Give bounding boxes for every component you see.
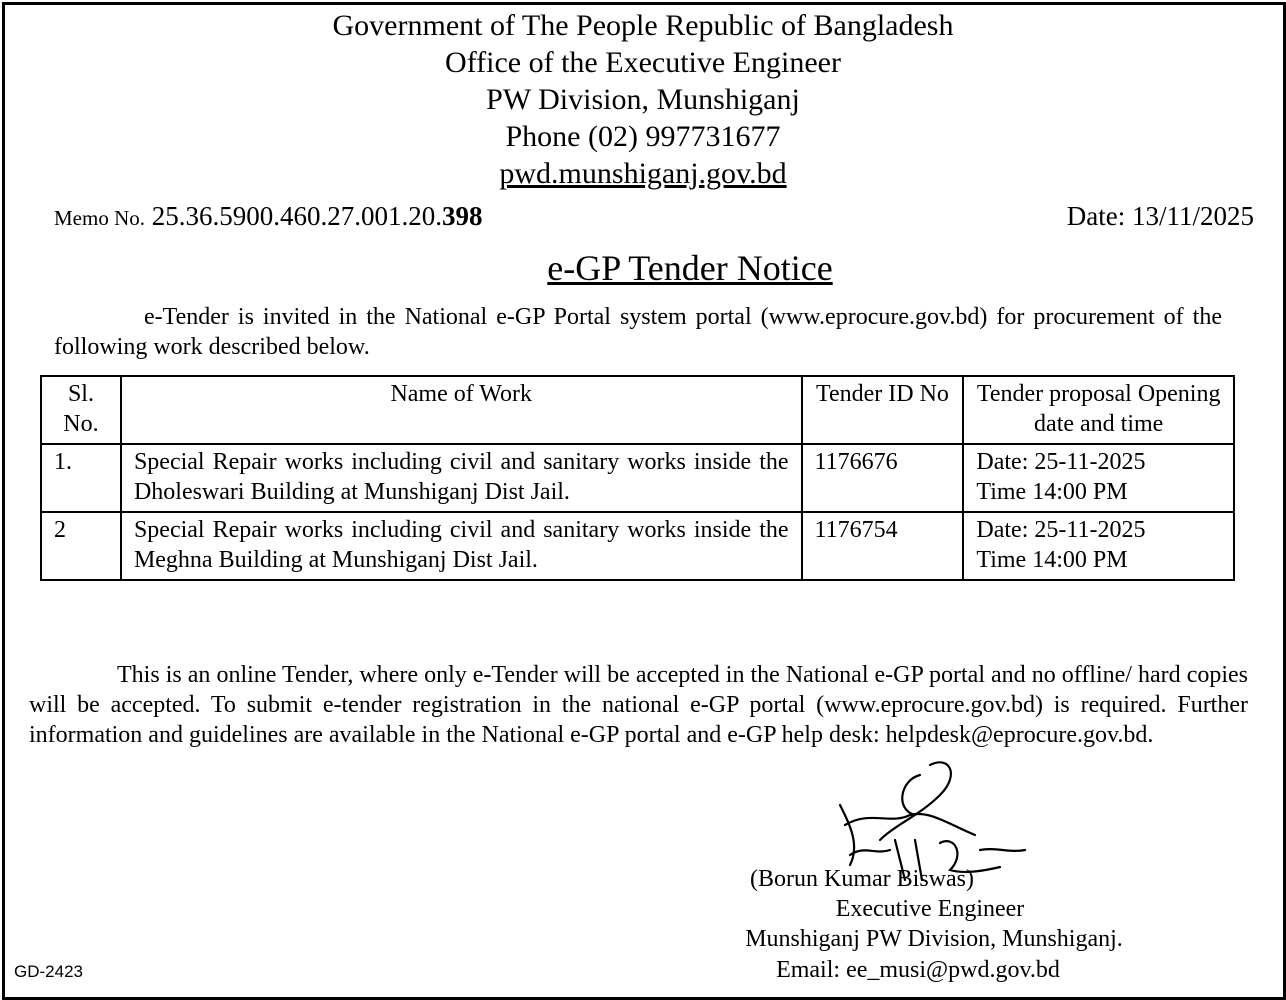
closing-paragraph: This is an online Tender, where only e-Tender will be accepted in the National e-GP portal and no offline/ hard copies will be accepted. To submit e-tender registration in the national e-GP portal (www.eprocure.gov.bd) is required. Further information and guidelines are available in the National e-GP portal and e-GP help desk: helpdesk@eprocure.gov.bd. [29, 662, 1248, 748]
row-sl: 1. [41, 444, 121, 512]
memo-number-prefix: 25.36.5900.460.27.001.20. [151, 201, 442, 231]
signatory-office: Munshiganj PW Division, Munshiganj. [745, 926, 1123, 952]
header-office: Office of the Executive Engineer [445, 46, 841, 79]
row-opening-date: Date: 25-11-2025 [976, 517, 1146, 543]
table-header-row [41, 376, 1234, 444]
memo-number-suffix: 398 [442, 201, 483, 231]
memo-date: Date: 13/11/2025 [1066, 201, 1254, 231]
header-name-of-work: Name of Work [121, 376, 802, 444]
header-opening: Tender proposal Opening date and time [963, 376, 1234, 444]
row-tender-id: 1176754 [802, 512, 964, 580]
row-opening-date: Date: 25-11-2025 [976, 449, 1146, 475]
row-opening-time: Time 14:00 PM [976, 547, 1128, 573]
header-government: Government of The People Republic of Bangladesh [332, 9, 954, 42]
row-name-of-work: Special Repair works including civil and sanitary works inside the Dholeswari Building at Munshiganj Dist Jail. [121, 444, 802, 512]
intro-paragraph: e-Tender is invited in the National e-GP Portal system portal (www.eprocure.gov.bd) for procurement of the following work described below. [54, 304, 1222, 360]
row-opening [963, 512, 1234, 580]
signatory-name: (Borun Kumar Biswas) [750, 866, 974, 892]
header-phone: Phone (02) 997731677 [505, 120, 781, 153]
header-website: pwd.munshiganj.gov.bd [499, 157, 787, 190]
row-opening [963, 444, 1234, 512]
row-tender-id: 1176676 [802, 444, 964, 512]
table-row [41, 444, 1234, 512]
table-row [41, 512, 1234, 580]
header-tender-id: Tender ID No [802, 376, 964, 444]
row-sl: 2 [41, 512, 121, 580]
notice-title: e-GP Tender Notice [547, 248, 833, 288]
signatory-email: Email: ee_musi@pwd.gov.bd [776, 957, 1060, 983]
tender-table [40, 375, 1235, 581]
row-opening-time: Time 14:00 PM [976, 479, 1128, 505]
header-sl: Sl. No. [41, 376, 121, 444]
header-division: PW Division, Munshiganj [486, 83, 800, 116]
document-code: GD-2423 [14, 962, 83, 981]
signatory-title: Executive Engineer [835, 896, 1025, 922]
memo-label: Memo No. [54, 206, 145, 230]
memo-number [54, 198, 483, 236]
row-name-of-work: Special Repair works including civil and sanitary works inside the Meghna Building at Munshiganj Dist Jail. [121, 512, 802, 580]
